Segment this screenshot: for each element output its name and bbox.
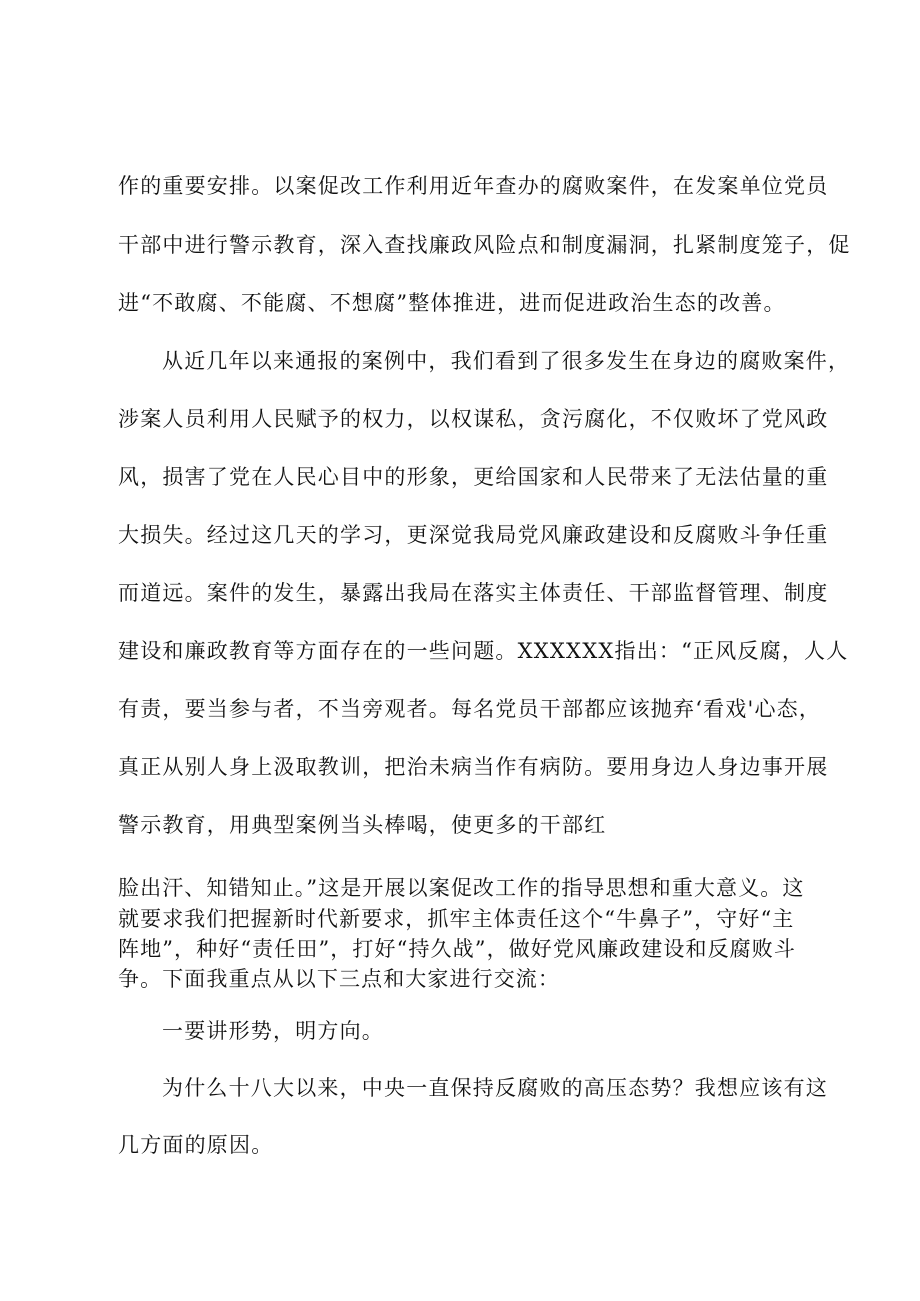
paragraph-line: 脸出汗、知错知止。”这是开展以案促改工作的指导思想和重大意义。这 bbox=[118, 876, 805, 900]
paragraph-line: 真正从别人身上汲取教训，把治未病当作有病防。要用身边人身边事开展 bbox=[118, 755, 829, 779]
paragraph-line: 建设和廉政教育等方面存在的一些问题。XXXXXX指出：“正风反腐，人人 bbox=[118, 639, 849, 663]
paragraph-line: 作的重要安排。以案促改工作利用近年查办的腐败案件，在发案单位党员 bbox=[118, 174, 829, 198]
paragraph-line: 大损失。经过这几天的学习，更深觉我局党风廉政建设和反腐败斗争任重 bbox=[118, 523, 829, 547]
paragraph-line: 有责，要当参与者，不当旁观者。每名党员干部都应该抛弃‘看戏'心态， bbox=[118, 697, 822, 721]
paragraph-line: 从近几年以来通报的案例中，我们看到了很多发生在身边的腐败案件， bbox=[162, 349, 851, 373]
paragraph-line: 风，损害了党在人民心目中的形象，更给国家和人民带来了无法估量的重 bbox=[118, 465, 829, 489]
paragraph-line: 警示教育，用典型案例当头棒喝，使更多的干部红 bbox=[118, 813, 607, 837]
paragraph-line: 干部中进行警示教育，深入查找廉政风险点和制度漏洞，扎紧制度笼子，促 bbox=[118, 233, 851, 257]
section-heading: 一要讲形势，明方向。 bbox=[162, 1019, 384, 1043]
paragraph-line: 争。下面我重点从以下三点和大家进行交流： bbox=[118, 967, 560, 991]
paragraph-line: 而道远。案件的发生，暴露出我局在落实主体责任、干部监督管理、制度 bbox=[118, 581, 829, 605]
paragraph-line: 阵地”，种好“责任田”，打好“持久战”，做好党风廉政建设和反腐败斗 bbox=[118, 937, 796, 961]
paragraph-line: 涉案人员利用人民赋予的权力，以权谋私，贪污腐化，不仅败坏了党风政 bbox=[118, 407, 829, 431]
paragraph-line: 为什么十八大以来，中央一直保持反腐败的高压态势？我想应该有这 bbox=[162, 1076, 828, 1100]
paragraph-line: 进“不敢腐、不能腐、不想腐”整体推进，进而促进政治生态的改善。 bbox=[118, 291, 786, 315]
paragraph-line: 就要求我们把握新时代新要求，抓牢主体责任这个“牛鼻子”，守好“主 bbox=[118, 907, 795, 931]
paragraph-line: 几方面的原因。 bbox=[118, 1133, 274, 1157]
